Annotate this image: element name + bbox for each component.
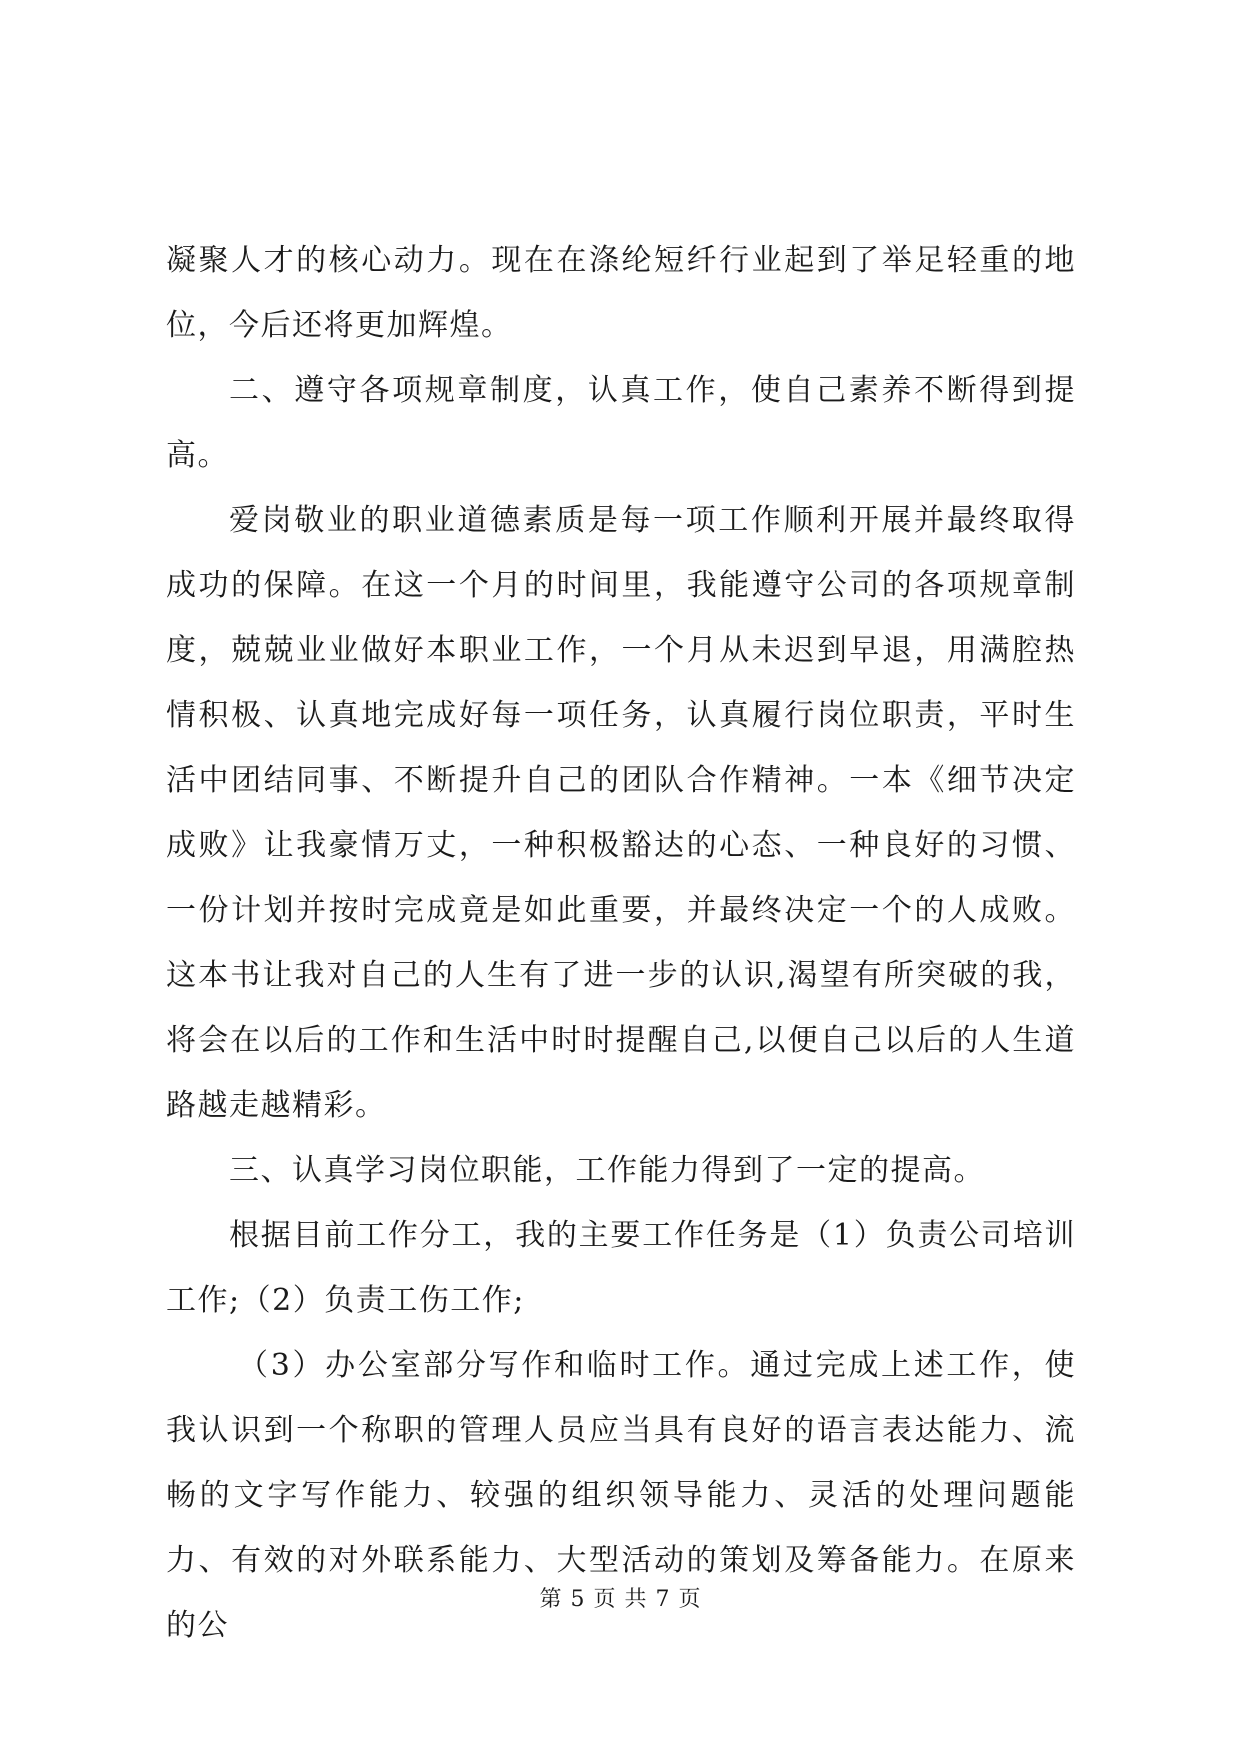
section-heading-2: 二、遵守各项规章制度，认真工作，使自己素养不断得到提高。 xyxy=(166,373,1076,473)
paragraph-professional-ethics: 爱岗敬业的职业道德素质是每一项工作顺利开展并最终取得成功的保障。在这一个月的时间里，我能遵守公司的各项规章制度，兢兢业业做好本职业工作，一个月从未迟到早退，用满腔热情积极、认真地完成好每一项任务，认真履行岗位职责，平时生活中团结同事、不断提升自己的团队合作精神。一本《细节决定成败》让我豪情万丈，一种积极豁达的心态、一种良好的习惯、一份计划并按时完成竟是如此重要，并最终决定一个的人成败。这本书让我对自己的人生有了进一步的认识,渴望有所突破的我，将会在以后的工作和生活中时时提醒自己,以便自己以后的人生道路越走越精彩。 xyxy=(166,503,1076,1123)
page-footer xyxy=(0,1582,1241,1613)
paragraph-management-skills: （3）办公室部分写作和临时工作。通过完成上述工作，使我认识到一个称职的管理人员应当具有良好的语言表达能力、流畅的文字写作能力、较强的组织领导能力、灵活的处理问题能力、有效的对外联系能力、大型活动的策划及筹备能力。在原来的公 xyxy=(166,1348,1076,1643)
document-body xyxy=(166,228,1076,1658)
page-number: 第 5 页 共 7 页 xyxy=(539,1587,702,1612)
paragraph-continuation: 凝聚人才的核心动力。现在在涤纶短纤行业起到了举足轻重的地位，今后还将更加辉煌。 xyxy=(166,243,1076,343)
paragraph-work-tasks: 根据目前工作分工，我的主要工作任务是（1）负责公司培训工作;（2）负责工伤工作; xyxy=(166,1218,1076,1318)
section-heading-3: 三、认真学习岗位职能，工作能力得到了一定的提高。 xyxy=(229,1153,985,1188)
